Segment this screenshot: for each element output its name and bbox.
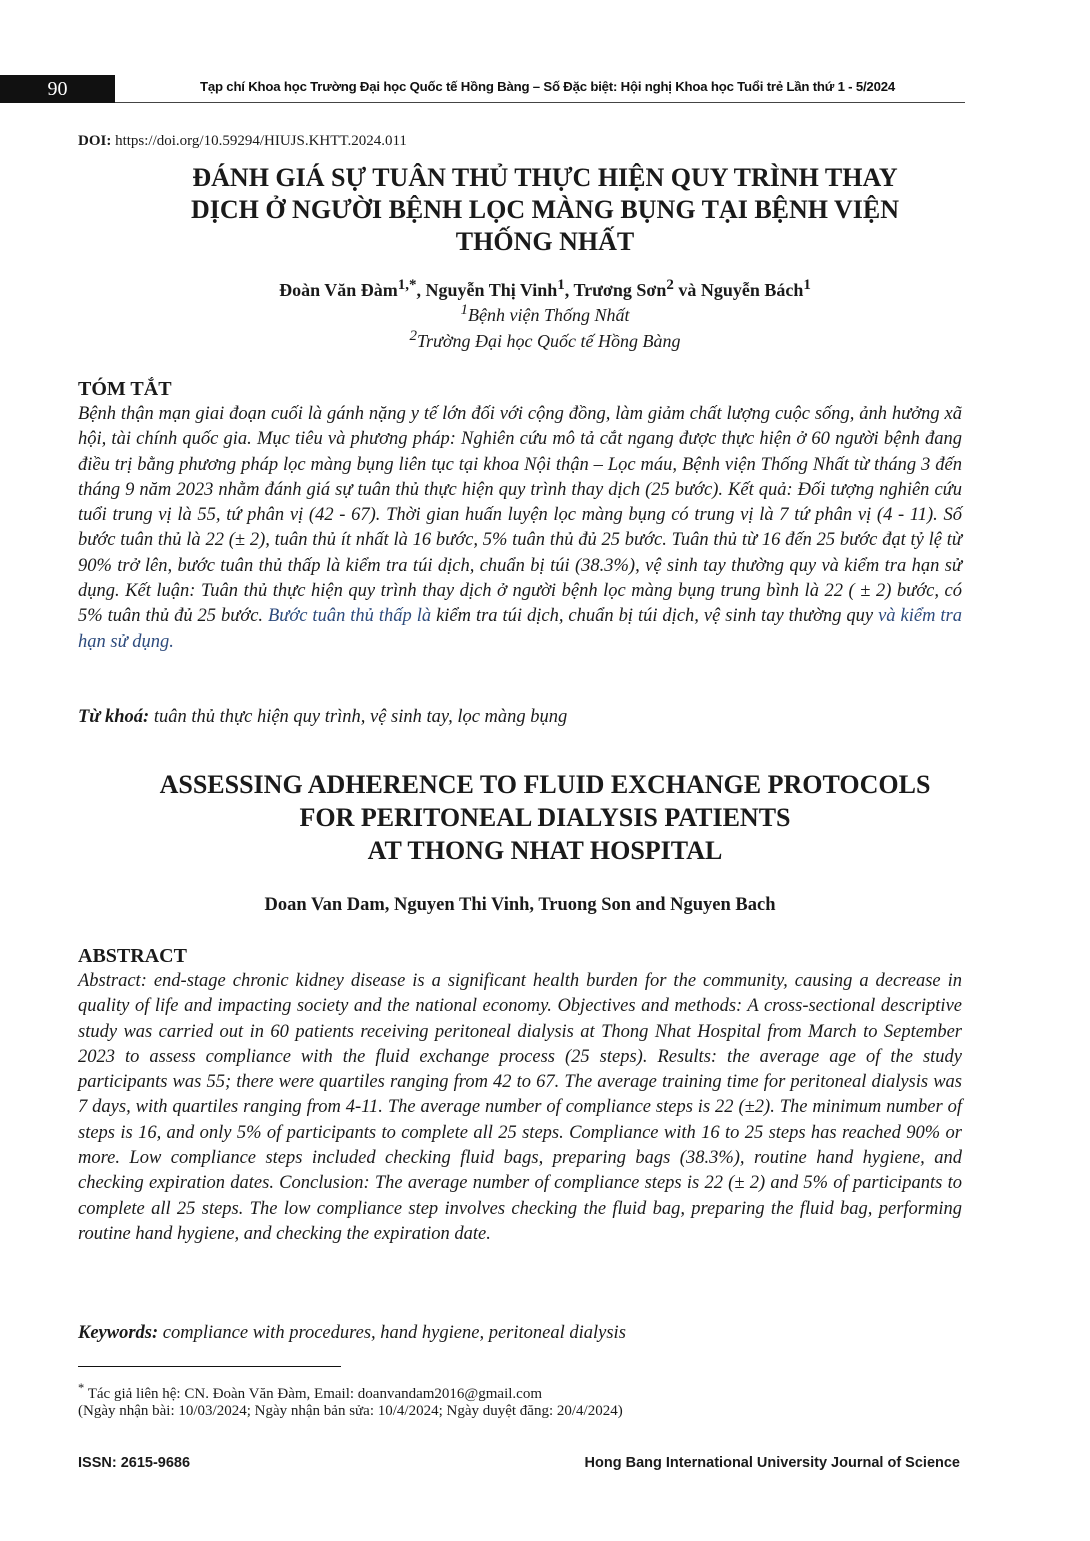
doi-line xyxy=(78,133,407,150)
keywords-label: Từ khoá: xyxy=(78,707,150,727)
footnote-contact xyxy=(78,1381,542,1403)
author-affiliation-mark: 1 xyxy=(803,277,811,293)
author-name: Nguyễn Bách xyxy=(700,280,804,300)
title-en-line: AT THONG NHAT HOSPITAL xyxy=(367,836,723,865)
authors-english: Doan Van Dam, Nguyen Thi Vinh, Truong Son and Nguyen Bach xyxy=(264,895,776,915)
keywords-english xyxy=(78,1323,626,1344)
affiliation-name: Bệnh viện Thống Nhất xyxy=(468,305,630,325)
author-name: Trương Sơn xyxy=(573,280,667,300)
author-affiliation-mark: 1 xyxy=(557,277,565,293)
keywords-vietnamese xyxy=(78,707,567,728)
title-vi-line: ĐÁNH GIÁ SỰ TUÂN THỦ THỰC HIỆN QUY TRÌNH THAY xyxy=(192,163,898,192)
author-separator: , xyxy=(564,280,574,300)
footnote-mark: * xyxy=(78,1381,85,1395)
keywords-label: Keywords: xyxy=(78,1323,159,1343)
author-separator: và xyxy=(673,280,701,300)
abstract-vi-text: kiểm tra túi dịch, chuẩn bị túi dịch, vệ sinh tay thường quy xyxy=(431,606,879,627)
page-header xyxy=(0,75,1090,103)
title-vi-line: DỊCH Ở NGƯỜI BỆNH LỌC MÀNG BỤNG TẠI BỆNH VIỆN xyxy=(190,195,900,224)
affiliation xyxy=(78,302,1012,326)
abstract-vietnamese xyxy=(78,402,962,655)
section-heading-tom-tat: TÓM TẮT xyxy=(78,378,172,400)
doi-link[interactable]: https://doi.org/10.59294/HIUJS.KHTT.2024.011 xyxy=(115,133,407,149)
author-separator: , xyxy=(416,280,426,300)
doi-label: DOI: xyxy=(78,133,112,149)
abstract-vi-text: Bệnh thận mạn giai đoạn cuối là gánh nặng y tế lớn đối với cộng đồng, làm giảm chất lượng cuộc sống, ảnh hưởng xã hội, tài chính quốc gia. Mục tiêu và phương pháp: Nghiên cứu mô tả cắt ngang được thực hiện ở 60 người bệnh đang điều trị bằng phương pháp lọc màng bụng liên tục tại khoa Nội thận – Lọc máu, Bệnh viện Thống Nhất từ tháng 3 đến tháng 9 năm 2023 nhằm đánh giá sự tuân thủ thực hiện quy trình thay dịch (25 bước). Kết quả: Đối tượng nghiên cứu tuổi trung vị là 55, tứ phân vị (42 - 67). Thời gian huấn luyện lọc màng bụng có trung vị là 7 tứ phân vị (4 - 11). Số bước tuân thủ là 22 (± 2), tuân thủ ít nhất là 16 bước, 5% tuân thủ đủ 25 bước. Tuân thủ từ 16 đến 25 bước đạt tỷ lệ từ 90% trở lên, bước tuân thủ thấp là kiểm tra túi dịch, chuẩn bị túi (38.3%), vệ sinh tay thường quy và kiểm tra hạn sử dụng. Kết luận: Tuân thủ thực hiện quy trình thay dịch ở người bệnh lọc màng bụng trung bình là 22 ( ± 2) bước, có 5% tuân thủ đủ 25 bước. xyxy=(78,404,962,627)
keywords-text: tuân thủ thực hiện quy trình, vệ sinh tay, lọc màng bụng xyxy=(149,707,568,727)
title-vietnamese xyxy=(78,162,1012,258)
section-heading-abstract: ABSTRACT xyxy=(78,945,187,967)
title-en-line: FOR PERITONEAL DIALYSIS PATIENTS xyxy=(299,803,791,832)
affiliation-number: 1 xyxy=(460,302,468,318)
abstract-vi-highlight: và kiểm tra hạn sử dụng. xyxy=(78,606,962,652)
author-affiliation-mark: 2 xyxy=(666,277,674,293)
author-affiliation-mark: 1,* xyxy=(397,277,417,293)
journal-running-head: Tạp chí Khoa học Trường Đại học Quốc tế Hồng Bàng – Số Đặc biệt: Hội nghị Khoa học Tuổi trẻ Lần thứ 1 - 5/2024 xyxy=(200,79,895,94)
footer-issn: ISSN: 2615-9686 xyxy=(78,1455,191,1471)
affiliation xyxy=(78,328,1012,352)
authors-vietnamese xyxy=(78,277,1012,301)
affiliation-name: Trường Đại học Quốc tế Hồng Bàng xyxy=(417,331,681,351)
page-number: 90 xyxy=(0,75,115,103)
footnote-rule xyxy=(78,1366,341,1367)
author-name: Đoàn Văn Đàm xyxy=(279,280,398,300)
abstract-vi-highlight: Bước tuân thủ thấp là xyxy=(268,606,432,627)
title-english xyxy=(78,768,1012,867)
author-name: Nguyễn Thị Vinh xyxy=(425,280,558,300)
affiliation-number: 2 xyxy=(409,328,418,344)
title-en-line: ASSESSING ADHERENCE TO FLUID EXCHANGE PROTOCOLS xyxy=(159,770,931,799)
footer-journal-name: Hong Bang International University Journal of Science xyxy=(584,1455,960,1471)
header-rule xyxy=(115,102,965,103)
footnote-dates: (Ngày nhận bài: 10/03/2024; Ngày nhận bản sửa: 10/4/2024; Ngày duyệt đăng: 20/4/2024) xyxy=(78,1403,623,1419)
abstract-english: Abstract: end-stage chronic kidney disease is a significant health burden for the community, causing a decrease in quality of life and impacting society and the national economy. Objectives and methods: A cross-sectional descriptive study was carried out in 60 patients receiving peritoneal dialysis at Thong Nhat Hospital from March to September 2023 to assess compliance with the fluid exchange process (25 steps). Results: the average age of the study participants was 55; there were quartiles ranging from 42 to 67. The average training time for peritoneal dialysis was 7 days, with quartiles ranging from 4-11. The average number of compliance steps is 22 (±2). The minimum number of steps is 16, and only 5% of participants to complete all 25 steps. Compliance with 16 to 25 steps has reached 90% or more. Low compliance steps included checking fluid bags, preparing bags (38.3%), routine hand hygiene, and checking expiration dates. Conclusion: The average number of compliance steps is 22 (± 2) and 5% of participants to complete all 25 steps. The low compliance step involves checking the fluid bag, preparing the fluid bag, performing routine hand hygiene, and checking the expiration date. xyxy=(78,971,962,1244)
keywords-text: compliance with procedures, hand hygiene, peritoneal dialysis xyxy=(158,1323,626,1343)
title-vi-line: THỐNG NHẤT xyxy=(455,227,635,256)
footnote-contact-text: Tác giả liên hệ: CN. Đoàn Văn Đàm, Email: doanvandam2016@gmail.com xyxy=(84,1386,542,1402)
